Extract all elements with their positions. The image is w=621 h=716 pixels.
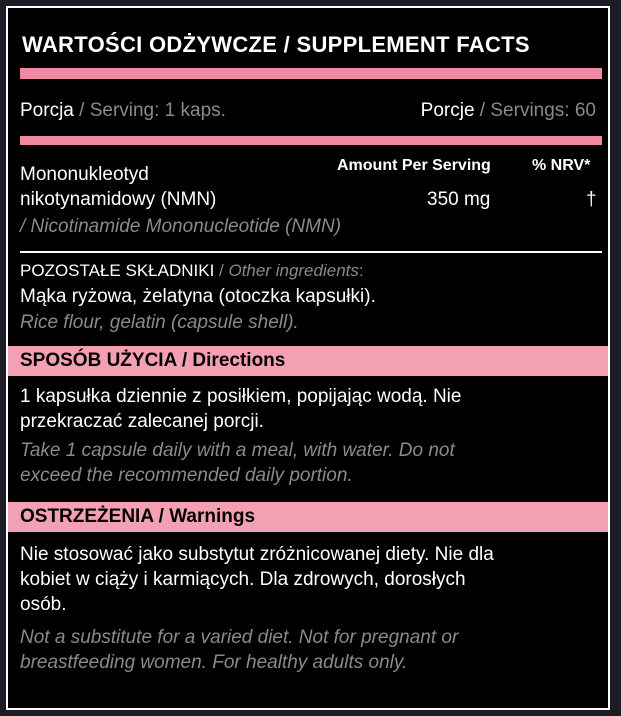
amount-per-serving-header: Amount Per Serving [337,157,491,174]
other-ingredients-pl: Mąka ryżowa, żelatyna (otoczka kapsułki). [20,286,376,307]
servings-label-en: Servings: 60 [490,100,596,121]
ingredient-name-en: / Nicotinamide Mononucleotide (NMN) [20,216,342,237]
servings-separator: / [474,100,491,121]
serving-accent-bar [20,136,602,145]
directions-en-line1: Take 1 capsule daily with a meal, with water. Do not [20,440,455,461]
title-accent-bar [20,68,602,79]
page-title: WARTOŚCI ODŻYWCZE / SUPPLEMENT FACTS [22,32,530,57]
ingredient-amount: 350 mg [427,189,491,210]
serving-size [20,100,226,122]
warnings-pl-line3: osób. [20,594,67,615]
warnings-pl-line2: kobiet w ciąży i karmiących. Dla zdrowych, dorosłych [20,569,466,590]
ingredient-nrv: † [586,189,597,210]
warnings-pl-line1: Nie stosować jako substytut zróżnicowanej diety. Nie dla [20,544,494,565]
other-ingredients-label-pl: POZOSTAŁE SKŁADNIKI [20,261,215,280]
nrv-header: % NRV* [532,157,591,174]
servings-per-container [421,100,596,122]
warnings-en-line1: Not a substitute for a varied diet. Not for pregnant or [20,627,459,648]
directions-en-line2: exceed the recommended daily portion. [20,465,353,486]
other-ingredients-colon: : [358,261,364,280]
ingredient-name-line1: Mononukleotyd [20,164,149,185]
other-ingredients-en: Rice flour, gelatin (capsule shell). [20,312,299,333]
servings-label-pl: Porcje [420,100,475,121]
warnings-header: OSTRZEŻENIA / Warnings [8,502,608,532]
ingredient-name-line2: nikotynamidowy (NMN) [20,189,217,210]
serving-size-separator: / [73,100,90,121]
serving-size-label-en: Serving: 1 kaps. [89,100,226,121]
other-ingredients-label [20,261,364,281]
other-ingredients-separator: / [214,261,229,280]
directions-header: SPOSÓB UŻYCIA / Directions [8,346,608,376]
directions-pl-line1: 1 kapsułka dziennie z posiłkiem, popijając wodą. Nie [20,386,462,407]
serving-size-label-pl: Porcja [20,100,74,121]
directions-pl-line2: przekraczać zalecanej porcji. [20,411,264,432]
warnings-en-line2: breastfeeding women. For healthy adults only. [20,652,408,673]
ingredient-divider [20,251,602,253]
other-ingredients-label-en: Other ingredients [228,261,359,280]
supplement-facts-panel [6,6,610,710]
